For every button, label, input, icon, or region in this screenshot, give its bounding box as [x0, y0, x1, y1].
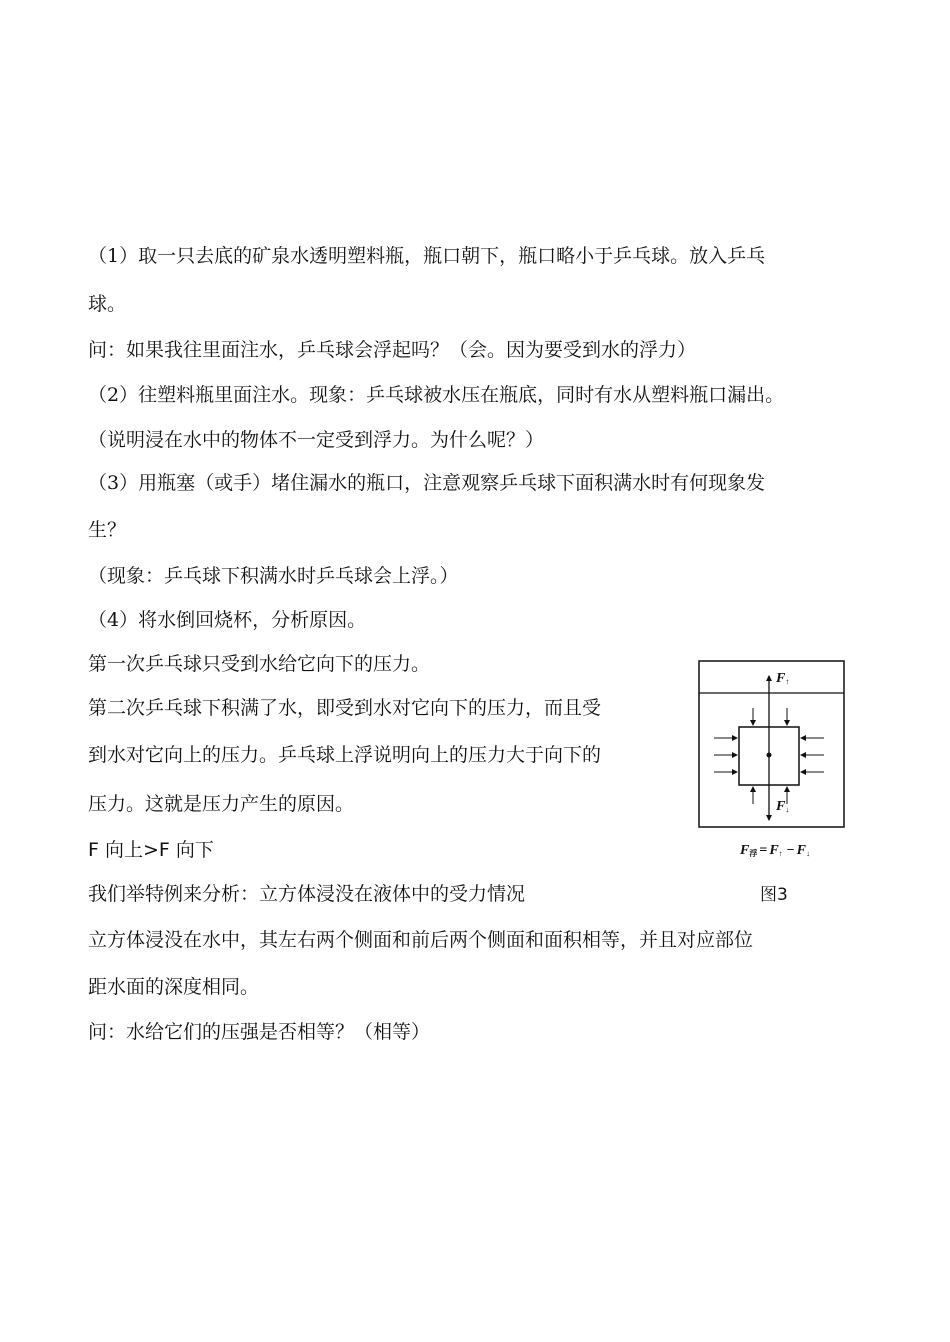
second-time-line-3: 压力。这就是压力产生的原因。 — [88, 793, 355, 815]
buoyancy-formula: F浮 = F↑ − F↓ — [740, 843, 810, 858]
para-2-note: （说明浸在水中的物体不一定受到浮力。为什么呢？） — [88, 429, 545, 451]
cube-line-2: 距水面的深度相同。 — [88, 976, 260, 998]
second-time-line-2: 到水对它向上的压力。乒乓球上浮说明向上的压力大于向下的 — [88, 744, 602, 766]
figure-caption: 图3 — [760, 885, 788, 905]
downward-force-label: F↓ — [776, 799, 790, 814]
first-time-text: 第一次乒乓球只受到水给它向下的压力。 — [88, 653, 431, 675]
question-2: 问：水给它们的压强是否相等？（相等） — [88, 1021, 431, 1043]
para-1-line-2: 球。 — [88, 293, 127, 315]
para-1-line-1: （1）取一只去底的矿泉水透明塑料瓶，瓶口朝下，瓶口略小于乒乓球。放入乒乓 — [88, 245, 766, 267]
second-time-line-1: 第二次乒乓球下积满了水，即受到水对它向下的压力，而且受 — [88, 697, 602, 719]
cube-line-1: 立方体浸没在水中，其左右两个侧面和前后两个侧面和面积相等，并且对应部位 — [88, 929, 754, 951]
para-2: （2）往塑料瓶里面注水。现象：乒乓球被水压在瓶底，同时有水从塑料瓶口漏出。 — [88, 384, 785, 406]
para-4: （4）将水倒回烧杯，分析原因。 — [88, 609, 367, 631]
para-3-note: （现象：乒乓球下积满水时乒乓球会上浮。） — [88, 565, 459, 587]
example-intro: 我们举特例来分析：立方体浸没在液体中的受力情况 — [88, 883, 526, 905]
para-3-line-2: 生？ — [88, 519, 127, 541]
upward-force-label: F↑ — [776, 671, 790, 686]
container-outline — [699, 661, 844, 827]
cube-force-diagram — [696, 658, 848, 868]
force-comparison: F 向上>F 向下 — [88, 839, 214, 861]
question-1: 问：如果我往里面注水，乒乓球会浮起吗？（会。因为要受到水的浮力） — [88, 339, 697, 361]
para-3-line-1: （3）用瓶塞（或手）堵住漏水的瓶口，注意观察乒乓球下面积满水时有何现象发 — [88, 472, 766, 494]
